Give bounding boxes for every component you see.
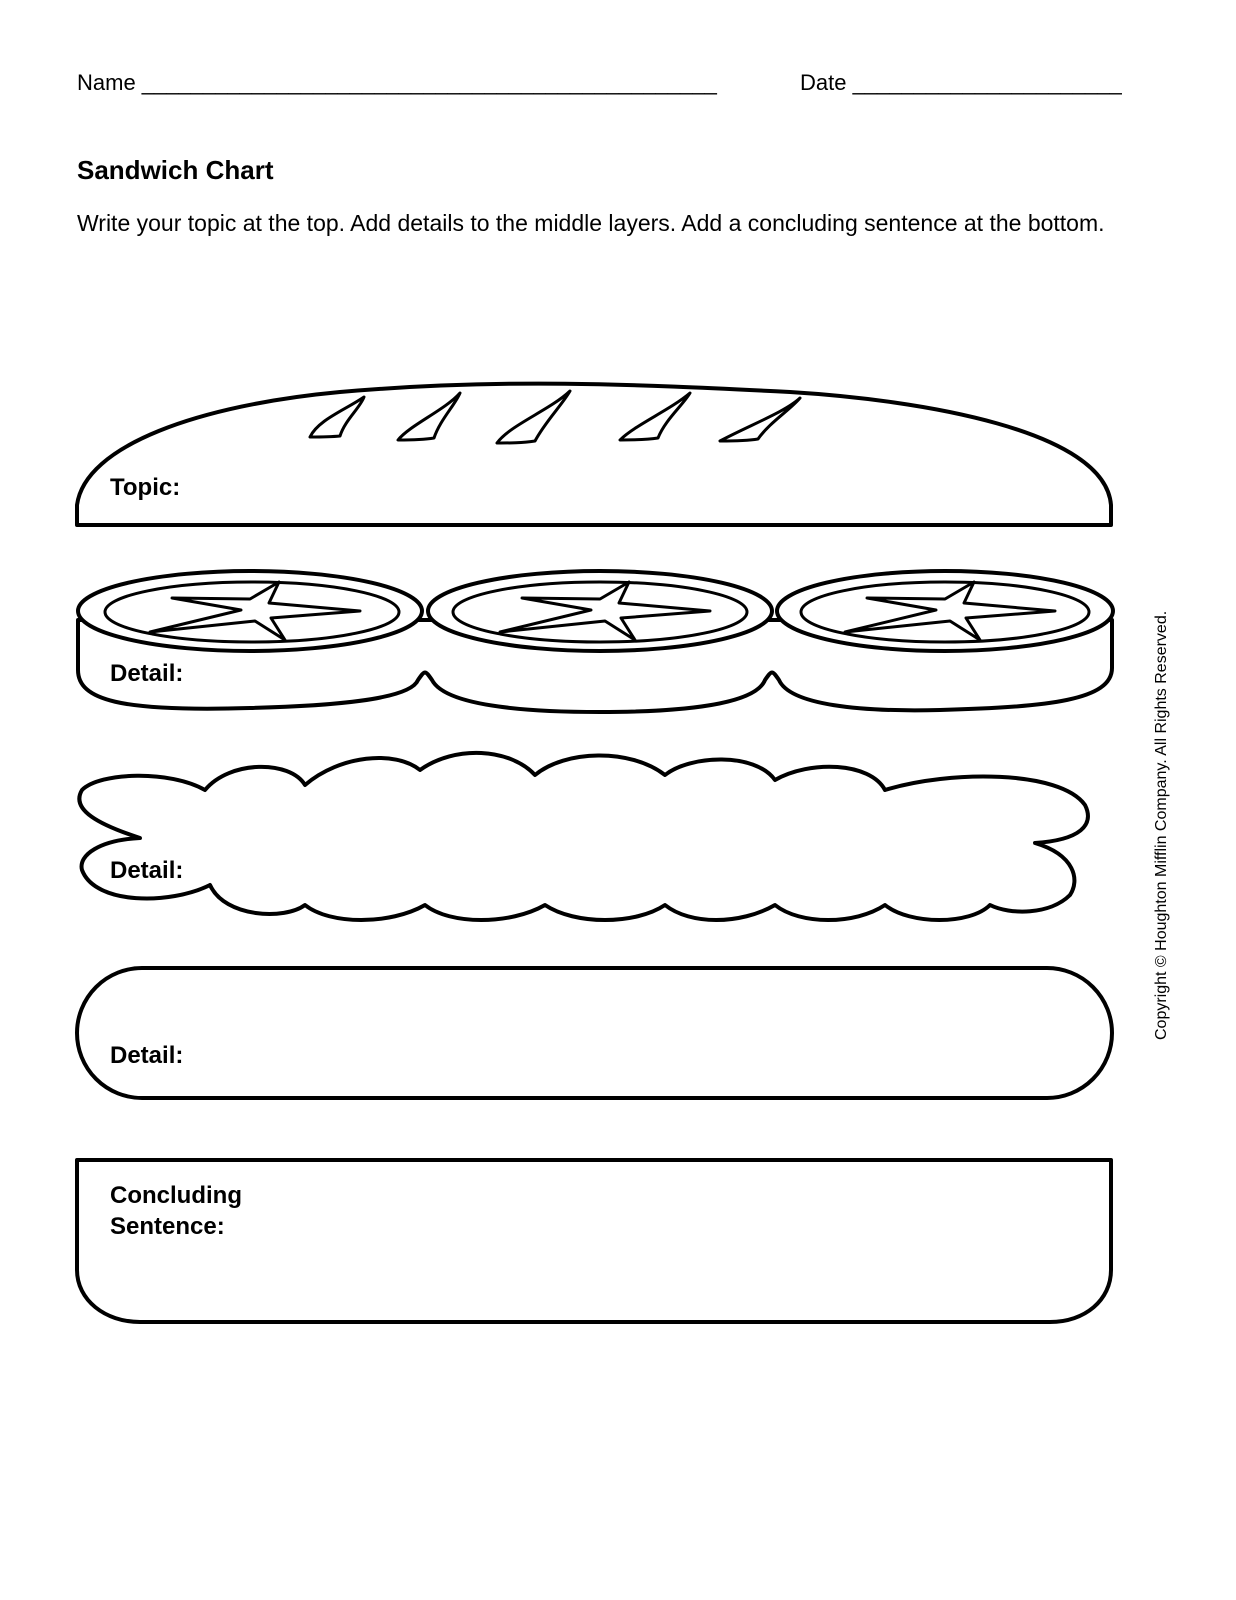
pill-detail-layer bbox=[77, 968, 1112, 1098]
detail-label-2: Detail: bbox=[110, 857, 184, 884]
page-title: Sandwich Chart bbox=[77, 155, 274, 185]
copyright-notice: Copyright © Houghton Mifflin Company. All Rights Reserved. bbox=[1153, 610, 1170, 1040]
date-field-line[interactable]: Date ______________________ bbox=[800, 70, 1122, 95]
detail-label-1: Detail: bbox=[110, 660, 184, 687]
lettuce-layer bbox=[79, 753, 1088, 920]
tomato-layer bbox=[78, 571, 1113, 712]
name-field-line[interactable]: Name _______________________________________________ bbox=[77, 70, 717, 95]
detail-label-3: Detail: bbox=[110, 1042, 184, 1069]
concluding-sentence-label: Concluding Sentence: bbox=[110, 1182, 242, 1240]
topic-label: Topic: bbox=[110, 474, 181, 501]
instructions-text: Write your topic at the top. Add details to the middle layers. Add a concluding sentence at the bottom. bbox=[77, 210, 1105, 236]
top-bun-layer bbox=[77, 384, 1111, 525]
